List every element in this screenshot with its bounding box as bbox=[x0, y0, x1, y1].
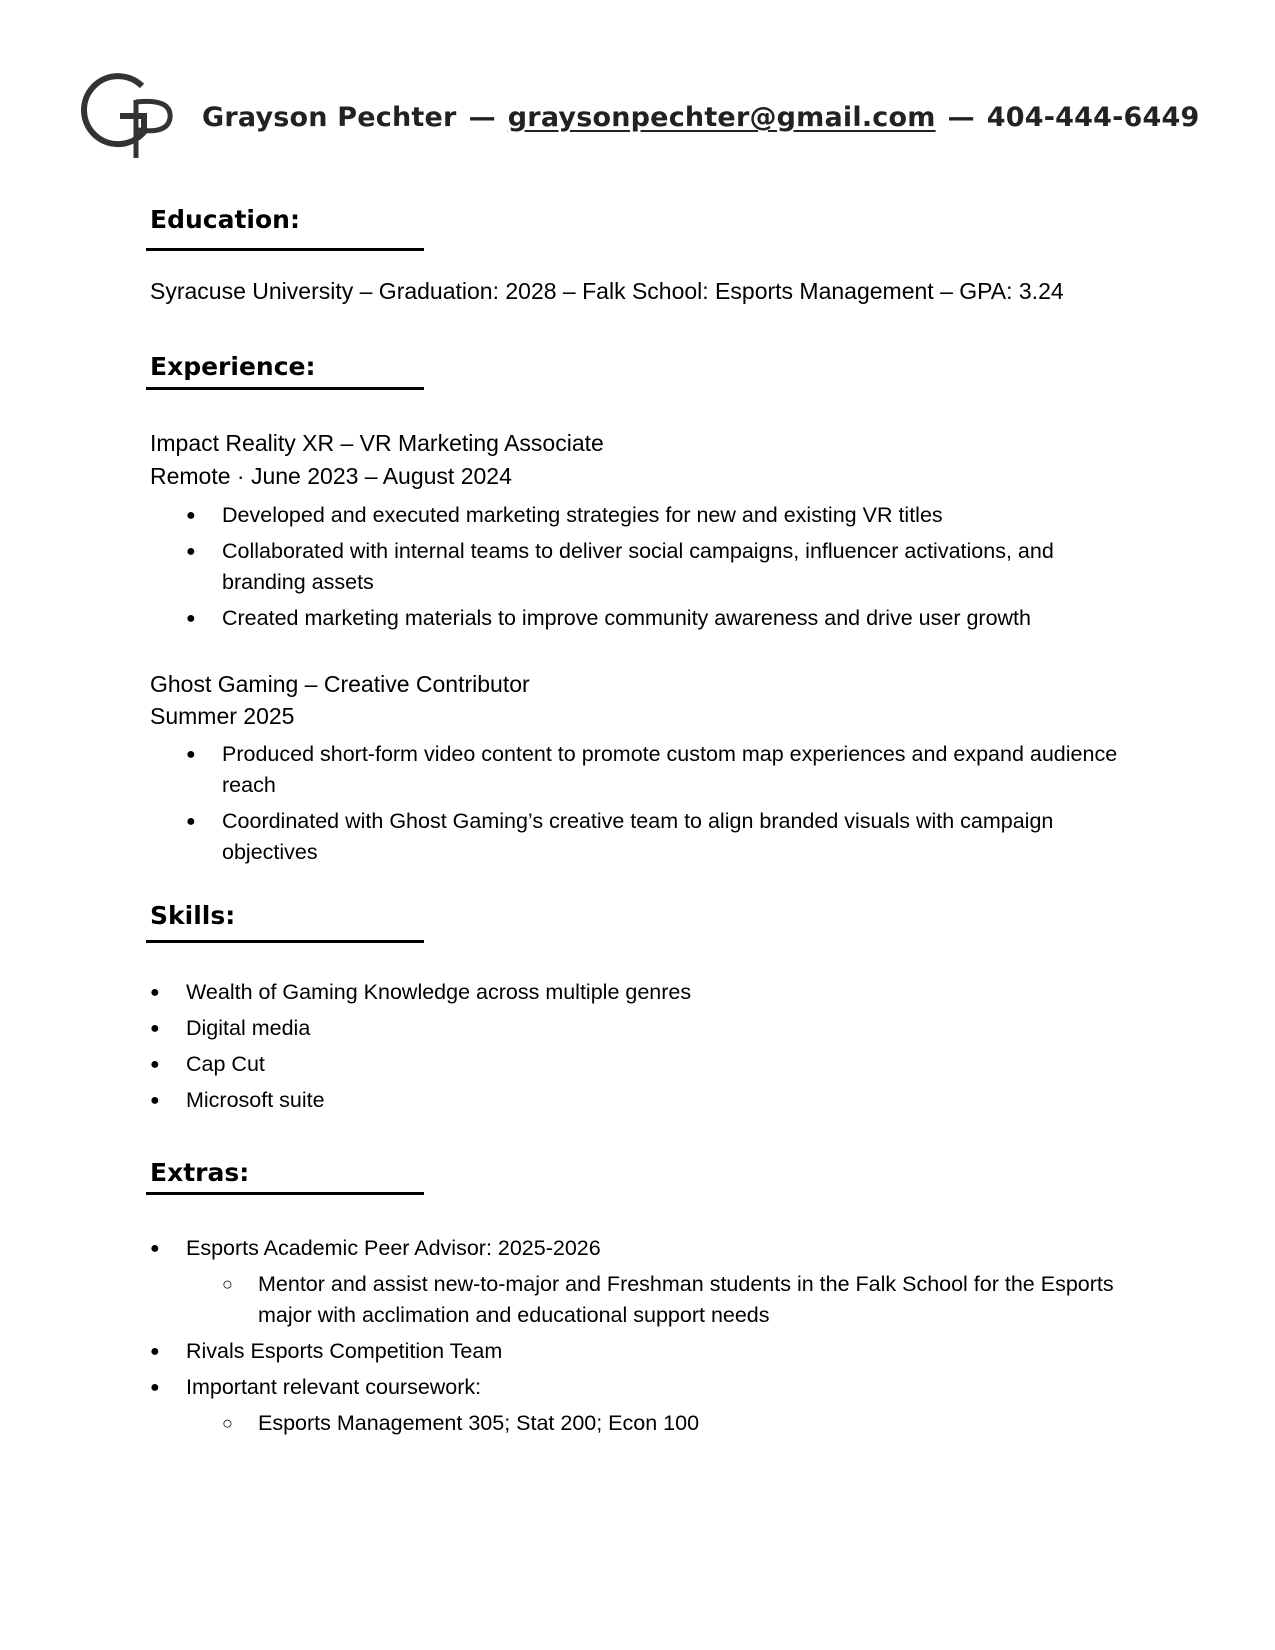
bullet-icon: ● bbox=[186, 746, 196, 763]
separator: — bbox=[468, 102, 496, 133]
section-rule bbox=[146, 1192, 424, 1195]
bullet-icon: ● bbox=[150, 1056, 160, 1073]
education-heading: Education: bbox=[150, 205, 300, 234]
circle-bullet-icon: ○ bbox=[222, 1274, 233, 1294]
list-item: ● Produced short-form video content to promote custom map experiences and expand audience reach bbox=[222, 739, 1172, 801]
list-item: ● Important relevant coursework: ○ Esports Management 305; Stat 200; Econ 100 bbox=[186, 1372, 1186, 1439]
job-meta: Remote · June 2023 – August 2024 bbox=[150, 463, 512, 489]
job-heading: Impact Reality XR – VR Marketing Associate bbox=[150, 430, 604, 456]
bullet-icon: ● bbox=[186, 813, 196, 830]
list-item: ● Coordinated with Ghost Gaming’s creative team to align branded visuals with campaign objectives bbox=[222, 806, 1092, 868]
bullet-icon: ● bbox=[150, 1379, 160, 1396]
skills-heading: Skills: bbox=[150, 901, 236, 930]
applicant-name: Grayson Pechter bbox=[202, 102, 457, 133]
list-item: ● Esports Academic Peer Advisor: 2025-2026 ○ Mentor and assist new-to-major and Freshman students in the Falk School for the Esports major with acclimation and educational support needs bbox=[186, 1233, 1186, 1331]
job-bullets bbox=[186, 739, 1172, 868]
list-item: ● Microsoft suite bbox=[186, 1085, 1086, 1116]
extras-heading: Extras: bbox=[150, 1158, 250, 1187]
bullet-icon: ● bbox=[186, 543, 196, 560]
section-rule bbox=[146, 248, 424, 251]
sub-list bbox=[222, 1269, 1138, 1331]
list-item: ○ Mentor and assist new-to-major and Freshman students in the Falk School for the Esports major with acclimation and educational support needs bbox=[258, 1269, 1138, 1331]
list-item: ● Created marketing materials to improve community awareness and drive user growth bbox=[222, 603, 1182, 634]
email-link[interactable]: graysonpechter@gmail.com bbox=[507, 102, 936, 133]
job-bullets bbox=[186, 500, 1182, 634]
bullet-icon: ● bbox=[186, 507, 196, 524]
bullet-icon: ● bbox=[150, 1020, 160, 1037]
experience-heading: Experience: bbox=[150, 352, 316, 381]
section-rule bbox=[146, 940, 424, 943]
phone-number: 404-444-6449 bbox=[986, 102, 1200, 133]
list-item: ● Developed and executed marketing strategies for new and existing VR titles bbox=[222, 500, 1182, 531]
circle-bullet-icon: ○ bbox=[222, 1413, 233, 1433]
job-meta: Summer 2025 bbox=[150, 703, 295, 729]
list-item: ○ Esports Management 305; Stat 200; Econ 100 bbox=[258, 1408, 1138, 1439]
separator: — bbox=[947, 102, 975, 133]
list-item: ● Cap Cut bbox=[186, 1049, 1086, 1080]
education-line: Syracuse University – Graduation: 2028 – Falk School: Esports Management – GPA: 3.24 bbox=[150, 278, 1064, 304]
bullet-icon: ● bbox=[186, 610, 196, 627]
bullet-icon: ● bbox=[150, 1240, 160, 1257]
list-item: ● Digital media bbox=[186, 1013, 1086, 1044]
sub-list bbox=[222, 1408, 1138, 1439]
contact-line bbox=[202, 102, 1199, 133]
job-heading: Ghost Gaming – Creative Contributor bbox=[150, 671, 530, 697]
list-item: ● Wealth of Gaming Knowledge across multiple genres bbox=[186, 977, 1086, 1008]
bullet-icon: ● bbox=[150, 1092, 160, 1109]
resume-header bbox=[80, 72, 1200, 162]
list-item: ● Collaborated with internal teams to deliver social campaigns, influencer activations, and branding assets bbox=[222, 536, 1082, 598]
skills-list bbox=[150, 977, 1086, 1116]
bullet-icon: ● bbox=[150, 1343, 160, 1360]
bullet-icon: ● bbox=[150, 984, 160, 1001]
list-item: ● Rivals Esports Competition Team bbox=[186, 1336, 1186, 1367]
gp-logo bbox=[80, 72, 190, 162]
extras-list bbox=[150, 1233, 1186, 1444]
section-rule bbox=[146, 387, 424, 390]
